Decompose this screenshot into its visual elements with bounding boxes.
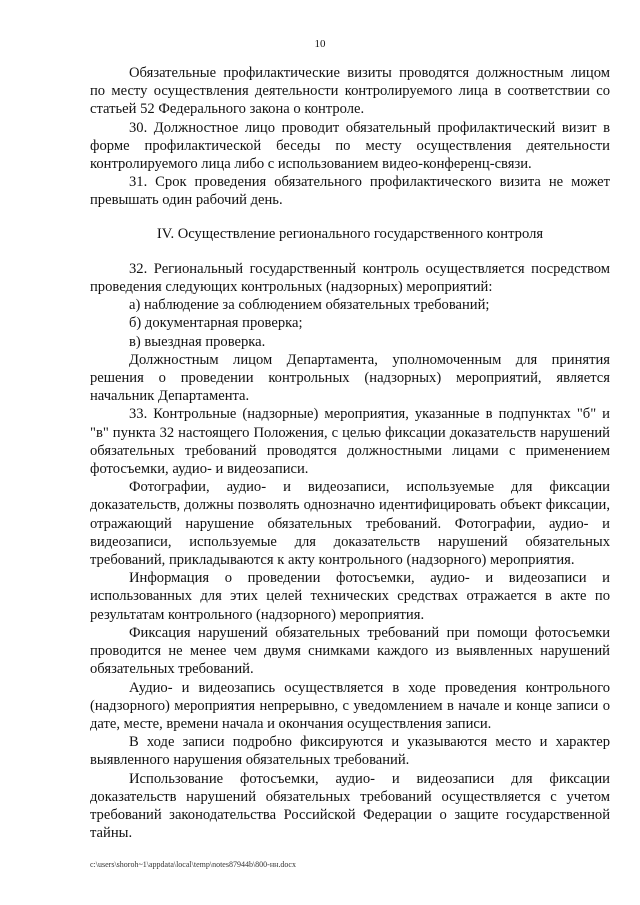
paragraph-33: 33. Контрольные (надзорные) мероприятия, указанные в подпунктах "б" и "в" пункта 32 настоящего Положения, с целью фиксации доказательств нарушений обязательных требований проводятся должностными лицами с применением фотосъемки, аудио- и видеозаписи. (90, 406, 610, 478)
paragraph-info-recording: Информация о проведении фотосъемки, аудио- и видеозаписи и использованных для этих целей технических средствах отражается в акте по результатам контрольного (надзорного) мероприятия. (90, 570, 610, 623)
paragraph-authorized-official: Должностным лицом Департамента, уполномоченным для принятия решения о проведении контрольных (надзорных) мероприятий, является начальник Департамента. (90, 351, 610, 405)
file-path-footer: c:\users\shoroh~1\appdata\local\temp\notes87944b\800-нн.docx (90, 860, 296, 869)
paragraph-31: 31. Срок проведения обязательного профилактического визита не может превышать один рабочий день. (90, 174, 610, 209)
paragraph-audio-video: Аудио- и видеозапись осуществляется в ходе проведения контрольного (надзорного) мероприятия непрерывно, с уведомлением в начале и конце записи о дате, месте, времени начала и окончания осуществления записи. (90, 679, 610, 732)
paragraph-photo-fixation: Фиксация нарушений обязательных требований при помощи фотосъемки проводится не менее чем двумя снимками каждого из выявленных нарушений обязательных требований. (90, 624, 610, 678)
page-number: 10 (314, 38, 326, 50)
list-item-v: в) выездная проверка. (129, 333, 266, 350)
list-item-b: б) документарная проверка; (129, 315, 303, 332)
paragraph-30: 30. Должностное лицо проводит обязательный профилактический визит в форме профилактической беседы по месту осуществления деятельности контролируемого лица либо с использованием видео-конференц-связи. (90, 119, 610, 173)
paragraph-visits-location: Обязательные профилактические визиты проводятся должностным лицом по месту осуществления деятельности контролируемого лица в соответствии со статьей 52 Федерального закона о контроле. (90, 65, 610, 118)
paragraph-recording-details: В ходе записи подробно фиксируются и указываются место и характер выявленного нарушения обязательных требований. (90, 734, 610, 769)
paragraph-photos: Фотографии, аудио- и видеозаписи, используемые для фиксации доказательств, должны позволять однозначно идентифицировать объект фиксации, отражающий нарушение обязательных требований. Фотографии, аудио- и видеозаписи, используемые для доказательств нарушений обязательных требований, прикладываются к акту контрольного (надзорного) мероприятия. (90, 479, 610, 569)
document-body (90, 64, 610, 842)
section-heading: IV. Осуществление регионального государственного контроля (156, 225, 544, 242)
paragraph-state-secret: Использование фотосъемки, аудио- и видеозаписи для фиксации доказательств нарушений обязательных требований осуществляется с учетом требований законодательства Российской Федерации о защите государственной тайны. (90, 770, 610, 842)
list-item-a: а) наблюдение за соблюдением обязательных требований; (129, 297, 490, 314)
paragraph-32: 32. Региональный государственный контроль осуществляется посредством проведения следующих контрольных (надзорных) мероприятий: (90, 260, 610, 296)
